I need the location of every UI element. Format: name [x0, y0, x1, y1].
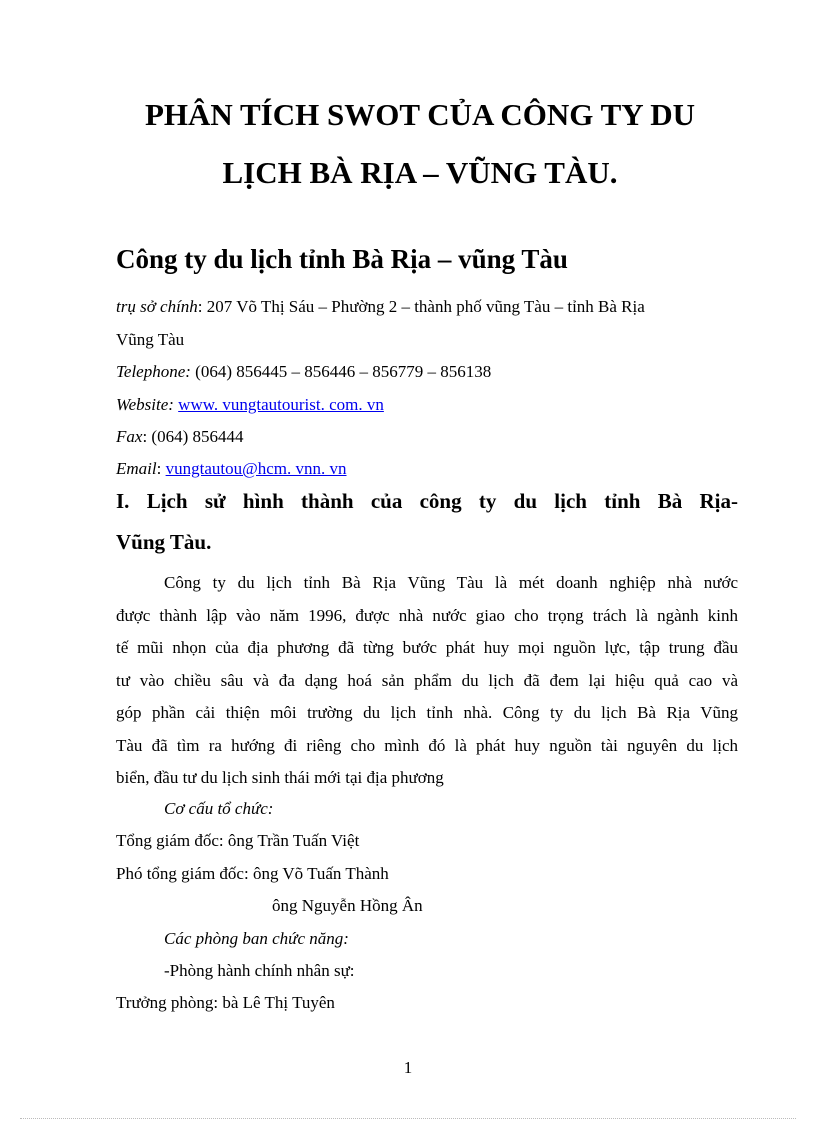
- email-line: [116, 459, 347, 479]
- website-line: [116, 395, 384, 415]
- telephone-value: (064) 856445 – 856446 – 856779 – 856138: [190, 362, 492, 381]
- paragraph-line: Công ty du lịch tỉnh Bà Rịa Vũng Tàu là mét doanh nghiệp nhà nước: [164, 573, 738, 592]
- title-line-1: PHÂN TÍCH SWOT CỦA CÔNG TY DU: [144, 97, 696, 132]
- address-line: [116, 297, 645, 317]
- ceo-line: Tổng giám đốc: ông Trần Tuấn Việt: [116, 831, 360, 850]
- address-line-2: Vũng Tàu: [116, 330, 185, 349]
- deputy-line-2: ông Nguyễn Hồng Ân: [272, 896, 423, 915]
- page-bottom-divider: [20, 1118, 796, 1119]
- email-separator: :: [156, 459, 166, 478]
- website-link[interactable]: www. vungtautourist. com. vn: [178, 395, 384, 414]
- page-number: 1: [403, 1058, 413, 1077]
- hr-department-line: -Phòng hành chính nhân sự:: [164, 961, 355, 980]
- paragraph-line: tế mũi nhọn của địa phương đã từng bước phát huy mọi nguồn lực, tập trung đầu: [116, 638, 738, 657]
- deputy-line-1: Phó tổng giám đốc: ông Võ Tuấn Thành: [116, 864, 389, 883]
- address-label: trụ sở chính: [116, 297, 198, 316]
- address-value: : 207 Võ Thị Sáu – Phường 2 – thành phố vũng Tàu – tỉnh Bà Rịa: [197, 297, 645, 316]
- hr-department-head-line: Trưởng phòng: bà Lê Thị Tuyên: [116, 993, 335, 1012]
- email-label: Email: [116, 459, 157, 478]
- org-structure-heading: Cơ cấu tổ chức:: [164, 799, 274, 818]
- paragraph-line: góp phần cải thiện môi trường du lịch tỉnh nhà. Công ty du lịch Bà Rịa Vũng: [116, 703, 738, 722]
- fax-value: : (064) 856444: [142, 427, 244, 446]
- telephone-line: [116, 362, 491, 382]
- paragraph-line: biển, đầu tư du lịch sinh thái mới tại địa phương: [116, 768, 444, 787]
- paragraph-line: được thành lập vào năm 1996, được nhà nước giao cho trọng trách là ngành kinh: [116, 605, 738, 625]
- email-link[interactable]: vungtautou@hcm. vnn. vn: [165, 459, 347, 478]
- telephone-label: Telephone:: [116, 362, 191, 381]
- departments-heading: Các phòng ban chức năng:: [164, 929, 349, 948]
- paragraph-line: tư vào chiều sâu và đa dạng hoá sản phẩm du lịch đã đem lại hiệu quả cao và: [116, 670, 738, 690]
- paragraph-line: Tàu đã tìm ra hướng đi riêng cho mình đó là phát huy nguồn tài nguyên du lịch: [116, 735, 738, 755]
- fax-label: Fax: [116, 427, 143, 446]
- company-name: Công ty du lịch tỉnh Bà Rịa – vũng Tàu: [116, 244, 568, 274]
- title-line-2: LỊCH BÀ RỊA – VŨNG TÀU.: [222, 155, 618, 190]
- website-label: Website:: [116, 395, 174, 414]
- section-1-heading-line-1: I. Lịch sử hình thành của công ty du lịch tỉnh Bà Rịa-: [116, 489, 738, 513]
- section-1-heading-line-2: Vũng Tàu.: [116, 530, 212, 554]
- document-title: [100, 86, 740, 202]
- fax-line: [116, 427, 243, 447]
